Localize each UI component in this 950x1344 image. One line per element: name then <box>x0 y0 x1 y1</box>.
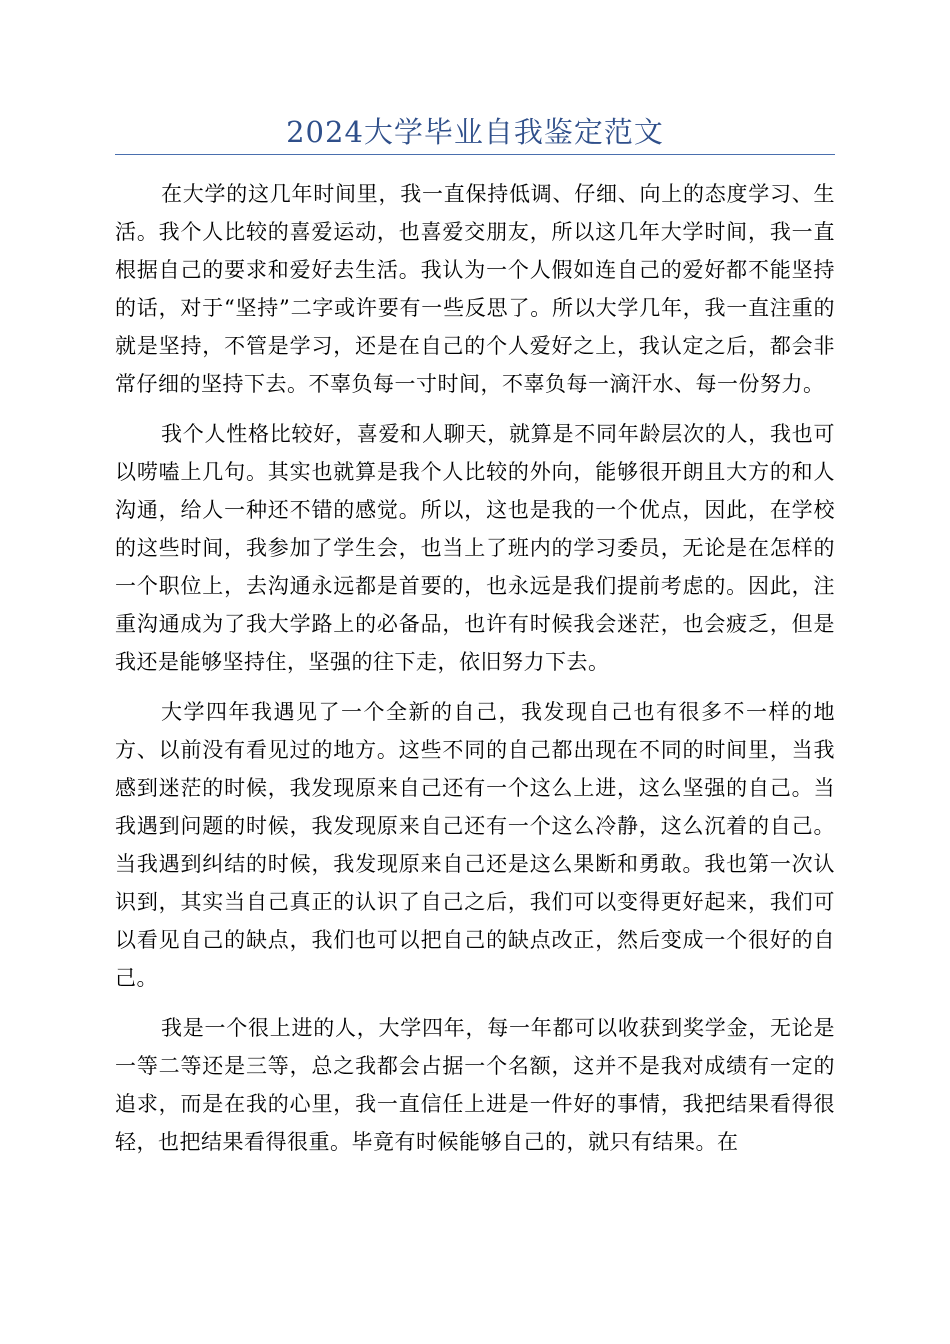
paragraph-3: 大学四年我遇见了一个全新的自己，我发现自己也有很多不一样的地方、以前没有看见过的地方。这些不同的自己都出现在不同的时间里，当我感到迷茫的时候，我发现原来自己还有一个这么上进，这么坚强的自己。当我遇到问题的时候，我发现原来自己还有一个这么冷静，这么沉着的自己。当我遇到纠结的时候，我发现原来自己还是这么果断和勇敢。我也第一次认识到，其实当自己真正的认识了自己之后，我们可以变得更好起来，我们可以看见自己的缺点，我们也可以把自己的缺点改正，然后变成一个很好的自己。 <box>115 700 835 990</box>
paragraph-2: 我个人性格比较好，喜爱和人聊天，就算是不同年龄层次的人，我也可以唠嗑上几句。其实也就算是我个人比较的外向，能够很开朗且大方的和人沟通，给人一种还不错的感觉。所以，这也是我的一个优点，因此，在学校的这些时间，我参加了学生会，也当上了班内的学习委员，无论是在怎样的一个职位上，去沟通永远都是首要的，也永远是我们提前考虑的。因此，注重沟通成为了我大学路上的必备品，也许有时候我会迷茫，也会疲乏，但是我还是能够坚持住，坚强的往下走，依旧努力下去。 <box>115 422 835 674</box>
document-body <box>115 175 835 1173</box>
paragraph-1: 在大学的这几年时间里，我一直保持低调、仔细、向上的态度学习、生活。我个人比较的喜爱运动，也喜爱交朋友，所以这几年大学时间，我一直根据自己的要求和爱好去生活。我认为一个人假如连自己的爱好都不能坚持的话，对于“坚持”二字或许要有一些反思了。所以大学几年，我一直注重的就是坚持，不管是学习，还是在自己的个人爱好之上，我认定之后，都会非常仔细的坚持下去。不辜负每一寸时间，不辜负每一滴汗水、每一份努力。 <box>115 182 835 396</box>
document-title: 2024大学毕业自我鉴定范文 <box>286 115 664 149</box>
paragraph-4: 我是一个很上进的人，大学四年，每一年都可以收获到奖学金，无论是一等二等还是三等，总之我都会占据一个名额，这并不是我对成绩有一定的追求，而是在我的心里，我一直信任上进是一件好的事情，我把结果看得很轻，也把结果看得很重。毕竟有时候能够自己的，就只有结果。在 <box>115 1016 835 1154</box>
title-underline <box>115 154 835 155</box>
